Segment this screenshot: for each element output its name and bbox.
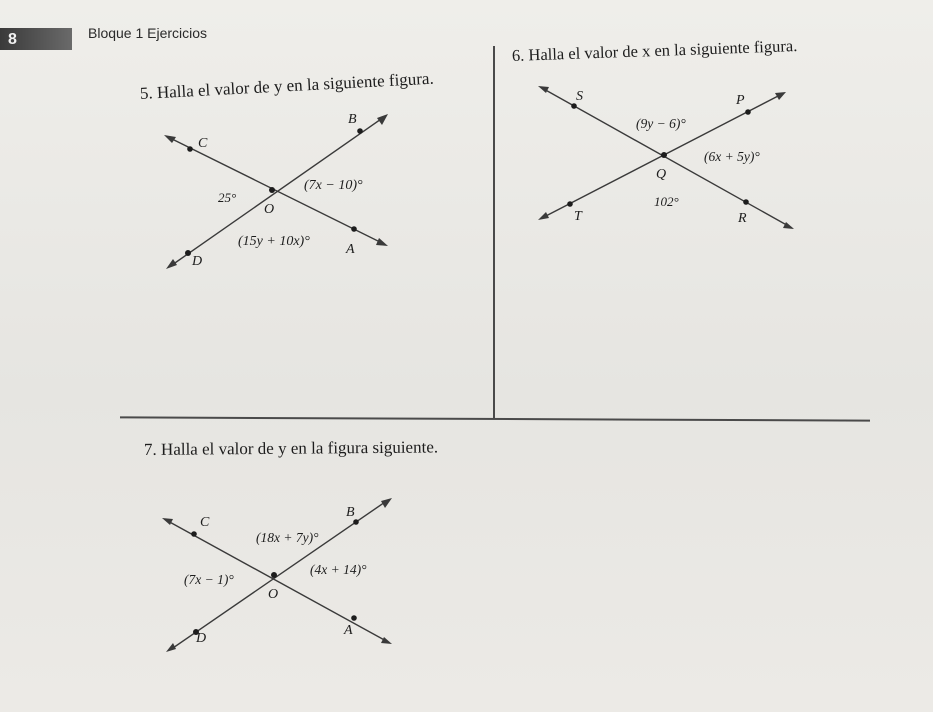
label-d: D	[196, 631, 207, 646]
problem-7-statement: 7. Halla el valor de y en la figura siguiente.	[143, 437, 439, 459]
label-a: A	[344, 623, 353, 638]
point-o	[269, 187, 275, 193]
point-p	[745, 109, 751, 115]
arrow-c	[164, 135, 176, 143]
arrow-a	[381, 637, 392, 644]
label-t: T	[574, 209, 582, 224]
angle-18x-plus-7y: (18x + 7y)°	[256, 530, 319, 545]
angle-7x-minus-10: (7x − 10)°	[304, 178, 363, 193]
point-o	[271, 572, 277, 578]
arrow-t	[538, 212, 549, 220]
problem-6-statement: 6. Halla el valor de x en la siguiente figura.	[511, 36, 798, 65]
arrow-c	[162, 518, 173, 525]
angle-6x-plus-5y: (6x + 5y)°	[704, 149, 760, 164]
angle-15y-plus-10x: (15y + 10x)°	[238, 234, 310, 249]
label-s: S	[576, 89, 583, 104]
label-b: B	[348, 112, 357, 127]
problem-5-statement: 5. Halla el valor de y en la siguiente figura.	[139, 68, 435, 103]
point-c	[187, 146, 193, 152]
arrow-d	[166, 643, 176, 652]
angle-9y-minus-6: (9y − 6)°	[636, 116, 686, 131]
point-r	[743, 199, 749, 205]
arrow-b	[377, 114, 388, 125]
arrow-b	[381, 498, 392, 508]
horizontal-divider	[120, 416, 870, 421]
angle-25: 25°	[218, 190, 237, 205]
point-b	[353, 519, 359, 525]
arrow-s	[538, 86, 549, 93]
vertical-divider	[493, 46, 495, 418]
point-a	[351, 226, 357, 232]
problem-5-figure	[160, 105, 400, 295]
point-t	[567, 201, 573, 207]
section-title: Bloque 1 Ejercicios	[88, 25, 208, 41]
label-q: Q	[656, 167, 667, 182]
label-o: O	[268, 587, 279, 602]
arrow-d	[166, 259, 177, 269]
label-a: A	[346, 242, 355, 257]
point-c	[191, 531, 197, 537]
angle-102: 102°	[654, 194, 679, 209]
label-r: R	[738, 211, 747, 226]
problem-7-figure	[160, 492, 400, 662]
point-b	[357, 128, 363, 134]
point-d	[185, 250, 191, 256]
label-c: C	[200, 515, 210, 530]
arrow-a	[376, 238, 388, 246]
label-b: B	[346, 505, 355, 520]
angle-7x-minus-1: (7x − 1)°	[184, 572, 234, 587]
label-c: C	[198, 136, 208, 151]
problem-6-figure	[536, 82, 796, 232]
arrow-r	[783, 222, 794, 229]
point-a	[351, 615, 357, 621]
label-d: D	[192, 254, 203, 269]
point-q	[661, 152, 667, 158]
page-number: 8	[8, 31, 17, 48]
label-p: P	[736, 93, 745, 108]
label-o: O	[264, 202, 275, 217]
angle-4x-plus-14: (4x + 14)°	[310, 562, 367, 577]
point-s	[571, 103, 577, 109]
